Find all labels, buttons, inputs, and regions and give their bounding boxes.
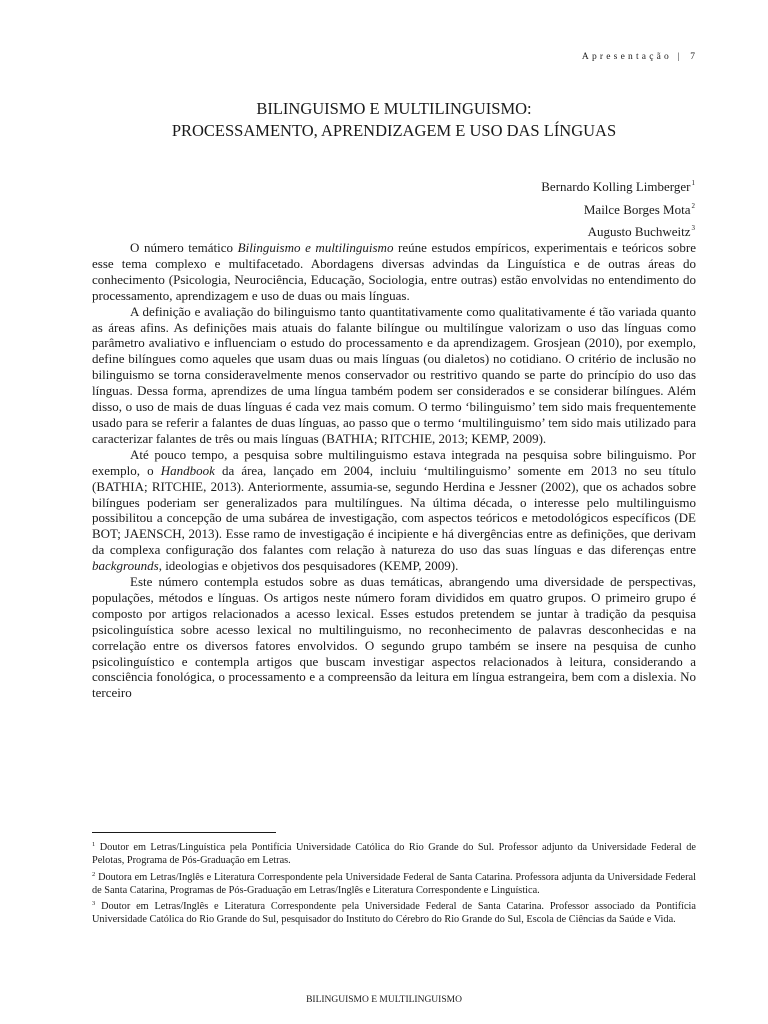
footnote: [92, 868, 696, 898]
author: [541, 197, 695, 220]
footnote-text: Doutor em Letras/Linguística pela Pontifícia Universidade Católica do Rio Grande do Sul. Professor adjunto da Universidade Federal de Pelotas, Programa de Pós-Graduação em Letras.: [92, 842, 696, 867]
running-header: [582, 52, 695, 62]
emphasis: Bilinguismo e multilinguismo: [237, 240, 394, 255]
running-footer: BILINGUISMO E MULTILINGUISMO: [306, 995, 462, 1005]
header-separator: |: [677, 52, 683, 62]
footnote-text: Doutora em Letras/Inglês e Literatura Correspondente pela Universidade Federal de Santa Catarina. Professora adjunta da Universidade Federal de Santa Catarina, Programas de Pós-Graduação em Letras/Inglês e Literatura Correspondente e Linguística.: [92, 871, 696, 896]
header-page-number: 7: [690, 52, 695, 62]
title-line-2: PROCESSAMENTO, APRENDIZAGEM E USO DAS LÍNGUAS: [171, 121, 617, 140]
footnote-marker: 1: [691, 179, 695, 187]
paragraph: Até pouco tempo, a pesquisa sobre multilinguismo estava integrada na pesquisa sobre bilinguismo. Por exemplo, o Handbook da área, lançado em 2004, incluiu ‘multilinguismo’ somente em 2013 no seu título (BATHIA; RITCHIE, 2013). Anteriormente, assumia-se, segundo Herdina e Jessner (2002), que os achados sobre bilíngues poderiam ser generalizados para multilíngues. Na última década, o interesse pelo multilinguismo possibilitou a concepção de uma subárea de investigação, com aspectos teóricos e metodológicos específicos (DE BOT; JAENSCH, 2013). Esse ramo de investigação é incipiente e há divergências entre as definições, que derivam da complexa configuração dos falantes com relação à natureza do uso das suas línguas e das diferenças entre backgrounds, ideologias e objetivos dos pesquisadores (KEMP, 2009).: [92, 446, 696, 574]
paragraph: O número temático Bilinguismo e multilinguismo reúne estudos empíricos, experimentais e teóricos sobre esse tema complexo e multifacetado. Abordagens diversas advindas da Linguística e de outras áreas do conhecimento (Psicologia, Neurociência, Educação, Sociologia, entre outras) estão envolvidas no entendimento do processamento, aprendizagem e uso de duas ou mais línguas.: [92, 240, 696, 303]
author-name: Bernardo Kolling Limberger: [541, 179, 691, 194]
article-title: [92, 98, 696, 142]
author: [541, 219, 695, 242]
footnote: [92, 897, 696, 927]
author-name: Augusto Buchweitz: [587, 224, 691, 239]
footnote-number: 2: [92, 870, 96, 878]
author: [541, 174, 695, 197]
emphasis: Handbook: [160, 462, 215, 478]
emphasis: backgrounds: [92, 558, 159, 574]
footnote-number: 3: [92, 900, 96, 908]
body-text: [92, 240, 696, 701]
footnote-marker: 2: [691, 201, 695, 210]
paragraph: A definição e avaliação do bilinguismo tanto quantitativamente como qualitativamente é tão variada quanto as áreas afins. As definições mais atuais do falante bilíngue ou multilíngue valorizam o uso das línguas como parâmetro avaliativo e influenciam o estudo do processamento e da aprendizagem. Grosjean (2010), por exemplo, define bilíngues como aqueles que usam duas ou mais línguas (ou dialetos) no cotidiano. O critério de inclusão no bilinguismo se torna consideravelmente menos conservador ou restritivo quando se parte do princípio do uso das línguas. Dessa forma, aprendizes de uma língua também podem ser considerados e se considerar bilíngues. Além disso, o uso de mais de duas línguas é cada vez mais comum. O termo ‘bilinguismo’ tem sido mais frequentemente usado para se referir a falantes de duas línguas, ao passo que o termo ‘multilinguismo’ tem sido mais utilizado para caracterizar falantes de três ou mais línguas (BATHIA; RITCHIE, 2013; KEMP, 2009).: [92, 303, 696, 446]
footnote-text: Doutor em Letras/Inglês e Literatura Correspondente pela Universidade Federal de Santa Catarina. Professor associado da Pontifícia Universidade Católica do Rio Grande do Sul, pesquisador do Instituto do Cérebro do Rio Grande do Sul, Escola de Ciências da Saúde e Vida.: [92, 901, 696, 926]
footnote-number: 1: [92, 841, 96, 848]
author-list: [541, 174, 695, 242]
paragraph: Este número contempla estudos sobre as duas temáticas, abrangendo uma diversidade de perspectivas, populações, métodos e línguas. Os artigos neste número foram divididos em quatro grupos. O primeiro grupo é composto por artigos relacionados a acesso lexical. Esses estudos pretendem se juntar à tradição da pesquisa psicolinguística sobre acesso lexical no multilinguismo, no reconhecimento de palavras desconhecidas e na correlação entre os diversos fatores envolvidos. O segundo grupo também se insere na pesquisa de cunho psicolinguístico e contempla artigos que buscam investigar aspectos relacionados à leitura, considerando a consciência fonológica, o processamento e a compreensão da leitura em língua estrangeira, bem com a dislexia. No terceiro: [92, 574, 696, 701]
author-name: Mailce Borges Mota: [583, 201, 691, 217]
title-line-1: BILINGUISMO E MULTILINGUISMO:: [256, 99, 532, 118]
header-section: Apresentação: [581, 52, 672, 62]
footnote: [92, 838, 696, 868]
footnote-divider: [92, 832, 276, 833]
footnotes: [92, 838, 696, 927]
footnote-marker: 3: [691, 224, 695, 232]
